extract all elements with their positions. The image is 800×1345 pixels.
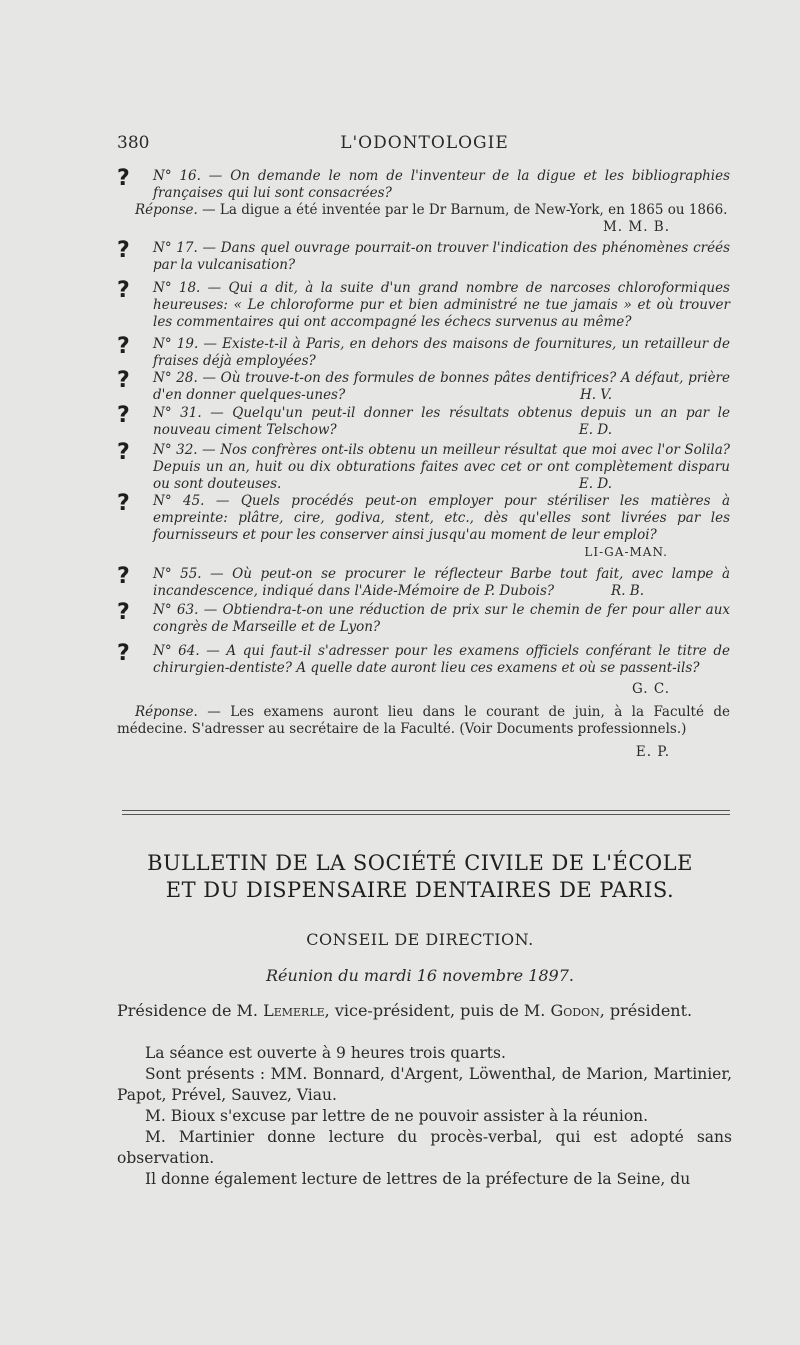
signature: E. D. [578, 422, 612, 438]
question-31 [117, 405, 730, 439]
divider-rule-bottom [122, 814, 730, 815]
question-text: N° 64. — A qui faut-il s'adresser pour les examens officiels conférant le titre de chirurgien-dentiste? A quelle date auront lieu ces examens et où se passent-ils? [153, 643, 730, 676]
paragraph: La séance est ouverte à 9 heures trois quarts. [145, 1044, 506, 1062]
question-mark-icon: ? [117, 440, 130, 465]
question-text: N° 32. — Nos confrères ont-ils obtenu un meilleur résultat que moi avec l'or Solila? Depuis un an, huit ou dix obturations faites avec cet or ont complètement disparu ou sont douteuses. [153, 442, 730, 492]
section-heading: CONSEIL DE DIRECTION. [306, 930, 534, 949]
paragraph: Sont présents : MM. Bonnard, d'Argent, Löwenthal, de Marion, Martinier, Papot, Prével, Sauvez, Viau. [117, 1065, 732, 1104]
question-18 [117, 280, 730, 331]
question-text: N° 16. — On demande le nom de l'inventeur de la digue et les bibliographies françaises qui lui sont consacrées? [153, 168, 730, 201]
answer-text: — La digue a été inventée par le Dr Barnum, de New-York, en 1865 ou 1866. [202, 202, 728, 218]
question-19 [117, 336, 730, 370]
question-text: N° 19. — Existe-t-il à Paris, en dehors des maisons de fournitures, un retailleur de fraises déjà employées? [153, 336, 730, 369]
bulletin-title [100, 850, 740, 904]
president-name-2: Godon [550, 1001, 600, 1020]
question-mark-icon: ? [117, 368, 130, 393]
president-name-1: Lemerle [263, 1001, 325, 1020]
question-32 [117, 442, 730, 493]
paragraph: M. Bioux s'excuse par lettre de ne pouvoir assister à la réunion. [145, 1107, 649, 1125]
signature: LI-GA-MAN. [584, 545, 668, 559]
question-16 [117, 168, 730, 236]
question-64 [117, 643, 730, 761]
answer [117, 704, 730, 738]
presidence-mid: , vice-président, puis de M. [324, 1001, 551, 1020]
question-mark-icon: ? [117, 334, 130, 359]
presidence-post: , président. [599, 1001, 693, 1020]
answer-label: Réponse. [135, 704, 198, 720]
signature: H. V. [579, 387, 612, 403]
question-text: N° 17. — Dans quel ouvrage pourrait-on trouver l'indication des phénomènes créés par la vulcanisation? [153, 240, 730, 273]
page-number: 380 [117, 133, 150, 153]
question-text: N° 28. — Où trouve-t-on des formules de bonnes pâtes dentifrices? A défaut, prière d'en donner quelques-unes? [153, 370, 730, 403]
question-45 [117, 493, 730, 561]
journal-title: L'ODONTOLOGIE [340, 133, 509, 153]
question-mark-icon: ? [117, 166, 130, 191]
signature: G. C. [631, 681, 670, 697]
question-text: N° 63. — Obtiendra-t-on une réduction de prix sur le chemin de fer pour aller aux congrès de Marseille et de Lyon? [153, 602, 730, 635]
presidence-pre: Présidence de M. [117, 1001, 264, 1020]
signature: M. M. B. [602, 219, 670, 235]
question-55 [117, 566, 730, 600]
question-28 [117, 370, 730, 404]
question-mark-icon: ? [117, 641, 130, 666]
paragraph: M. Martinier donne lecture du procès-verbal, qui est adopté sans observation. [117, 1128, 732, 1167]
presidence-line [117, 1001, 737, 1020]
question-mark-icon: ? [117, 491, 130, 516]
answer [117, 202, 730, 219]
bulletin-title-line1: BULLETIN DE LA SOCIÉTÉ CIVILE DE L'ÉCOLE [147, 851, 693, 875]
running-header [117, 133, 732, 157]
question-text: N° 18. — Qui a dit, à la suite d'un grand nombre de narcoses chloroformiques heureuses: « Le chloroforme pur et bien administré ne tue jamais » et où trouver les commentaires qui ont accompagné les échecs survenus au même? [153, 280, 730, 330]
question-mark-icon: ? [117, 403, 130, 428]
question-mark-icon: ? [117, 564, 130, 589]
answer-label: Réponse. [135, 202, 198, 218]
question-mark-icon: ? [117, 600, 130, 625]
divider-rule-top [122, 810, 730, 811]
signature: E. D. [578, 476, 612, 492]
meeting-date: Réunion du mardi 16 novembre 1897. [265, 966, 574, 985]
bulletin-title-line2: ET DU DISPENSAIRE DENTAIRES DE PARIS. [165, 878, 675, 902]
question-17 [117, 240, 730, 274]
question-text: N° 55. — Où peut-on se procurer le réflecteur Barbe tout fait, avec lampe à incandescence, indiqué dans l'Aide-Mémoire de P. Dubois? [153, 566, 730, 599]
minutes-text [117, 1043, 732, 1190]
answer-text: — Les examens auront lieu dans le courant de juin, à la Faculté de médecine. S'adresser au secrétaire de la Faculté. (Voir Documents professionnels.) [117, 704, 731, 737]
signature: R. B. [611, 583, 644, 599]
answer-signature: E. P. [635, 744, 670, 760]
question-63 [117, 602, 730, 636]
question-text: N° 45. — Quels procédés peut-on employer pour stériliser les matières à empreinte: plâtre, cire, godiva, stent, etc., dès qu'elles sont livrées par les fournisseurs et pour les conserver ainsi jusqu'au moment de leur emploi? [153, 493, 730, 543]
question-text: N° 31. — Quelqu'un peut-il donner les résultats obtenus depuis un an par le nouveau ciment Telschow? [153, 405, 730, 438]
question-mark-icon: ? [117, 238, 130, 263]
paragraph: Il donne également lecture de lettres de la préfecture de la Seine, du [145, 1170, 691, 1188]
question-mark-icon: ? [117, 278, 130, 303]
